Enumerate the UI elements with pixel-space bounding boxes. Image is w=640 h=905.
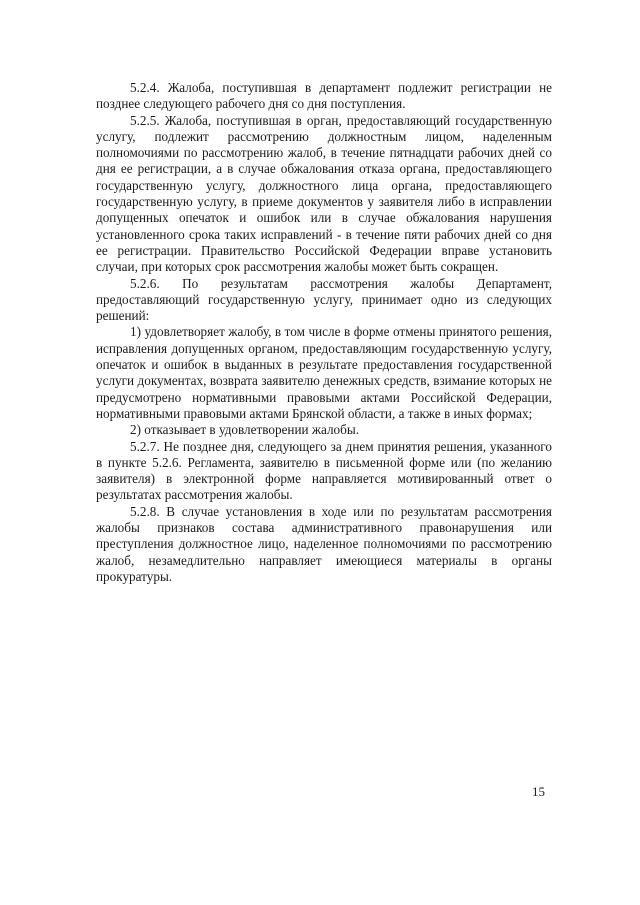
page-number: 15	[532, 784, 545, 799]
paragraph-5-2-4: 5.2.4. Жалоба, поступившая в департамент подлежит регистрации не позднее следующего рабочего дня со дня поступления.	[96, 80, 552, 112]
paragraph-5-2-7: 5.2.7. Не позднее дня, следующего за днем принятия решения, указанного в пункте 5.2.6. Регламента, заявителю в письменной форме или (по желанию заявителя) в электронной форме направляется мотивированный ответ о результатах рассмотрения жалобы.	[96, 438, 552, 503]
list-item-2: 2) отказывает в удовлетворении жалобы.	[130, 422, 360, 438]
paragraph-5-2-5: 5.2.5. Жалоба, поступившая в орган, предоставляющий государственную услугу, подлежит рассмотрению должностным лицом, наделенным полномочиями по рассмотрению жалоб, в течение пятнадцати рабочих дней со дня ее регистрации, а в случае обжалования отказа органа, предоставляющего государственную услугу, должностного лица органа, предоставляющего государственную услугу, в приеме документов у заявителя либо в исправлении допущенных опечаток и ошибок или в случае обжалования нарушения установленного срока таких исправлений - в течение пяти рабочих дней со дня ее регистрации. Правительство Российской Федерации вправе установить случаи, при которых срок рассмотрения жалобы может быть сокращен.	[96, 112, 552, 275]
list-item-1: 1) удовлетворяет жалобу, в том числе в форме отмены принятого решения, исправления допущенных органом, предоставляющим государственную услугу, опечаток и ошибок в выданных в результате предоставления государственной услуги документах, возврата заявителю денежных средств, взимание которых не предусмотрено нормативными правовыми актами Российской Федерации, нормативными правовыми актами Брянской области, а также в иных формах;	[96, 324, 552, 421]
paragraph-5-2-6: 5.2.6. По результатам рассмотрения жалобы Департамент, предоставляющий государственную услугу, принимает одно из следующих решений:	[96, 275, 552, 324]
paragraph-5-2-8: 5.2.8. В случае установления в ходе или по результатам рассмотрения жалобы признаков состава административного правонарушения или преступления должностное лицо, наделенное полномочиями по рассмотрению жалоб, незамедлительно направляет имеющиеся материалы в органы прокуратуры.	[96, 503, 552, 584]
document-body	[96, 80, 552, 585]
